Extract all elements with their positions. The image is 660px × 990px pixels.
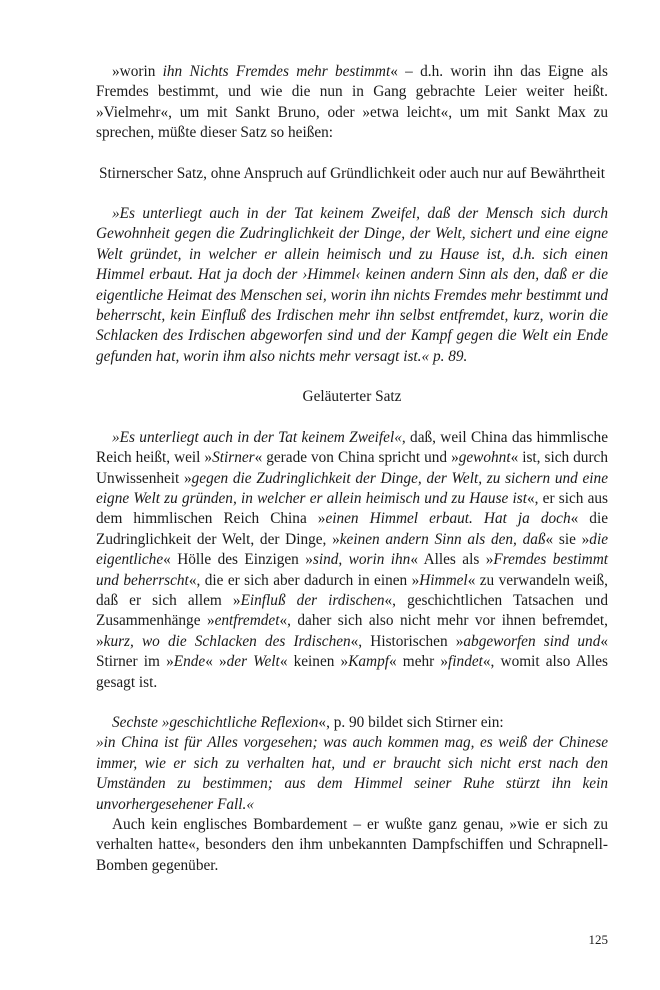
- quote-stirner: [96, 204, 608, 367]
- quote-china: [96, 733, 608, 815]
- emphasis-run: Fremdes bestimmt und beherrscht: [96, 551, 608, 589]
- text-run: «, womit also Alles gesagt ist.: [96, 653, 608, 691]
- quote-text: »Es unterliegt auch in der Tat keinem Zweifel, daß der Mensch sich durch Gewohnheit gegen die Zudringlichkeit der Dinge, der Welt, sichert und eine eigne Welt gründet, in welcher er allein heimisch und zu Hause ist, d.h. sich einen Himmel erbaut. Hat ja doch der ›Himmel‹ keinen andern Sinn als den, daß er die eigentliche Heimat des Menschen sei, worin ihn nichts Fremdes mehr bestimmt und beherrscht, kein Einfluß des Irdischen mehr ihn selbst entfremdet, kurz, worin die Schlacken des Irdischen abgeworfen sind und der Kampf gegen die Welt ein Ende gefunden hat, worin ihm also nichts mehr versagt ist.« p. 89.: [96, 205, 608, 365]
- text-run: « Hölle des Einzigen »: [163, 551, 313, 569]
- text-run: « »: [205, 653, 227, 671]
- text-run: « keinen »: [279, 653, 349, 671]
- page-number: 125: [588, 932, 608, 947]
- emphasis-run: entfremdet: [214, 612, 280, 630]
- text-run: «, die er sich aber dadurch in einen »: [188, 571, 420, 589]
- text-run: « Alles als »: [410, 551, 494, 569]
- emphasis-run: gewohnt: [458, 449, 511, 467]
- text-run: «, geschichtlichen Tatsachen und Zusammenhänge »: [96, 591, 608, 630]
- emphasis-run: Kampf: [348, 653, 389, 671]
- paragraph-intro: [96, 62, 608, 144]
- emphasis-run: »Es unterliegt auch in der Tat keinem Zweifel«: [112, 428, 402, 446]
- text-run: « die Zudringlichkeit der Welt, der Dinge, »: [96, 510, 608, 548]
- emphasis-run: abgeworfen sind und: [463, 632, 601, 650]
- emphasis-run: Sechste »: [112, 713, 170, 731]
- emphasis-run: die eigentliche: [96, 530, 608, 569]
- quote-text: »in China ist für Alles vorgesehen; was auch kommen mag, es weiß der Chinese immer, wie er sich zu verhalten hat, und er braucht sich nicht erst nach den Umständen zu bestimmen; aus dem Himmel seiner Ruhe stürzt ihn kein unvorhergesehener Fall.«: [96, 734, 608, 813]
- text-run: , daß, weil China das himmlische Reich heißt, weil »: [96, 428, 608, 467]
- text-run: « gerade von China spricht und »: [254, 449, 459, 467]
- emphasis-run: sind, worin ihn: [312, 551, 411, 569]
- text-run: « Stirner im »: [96, 632, 608, 671]
- text-run: «, er sich aus dem himmlischen Reich China »: [96, 489, 608, 528]
- emphasis-run: geschichtliche Reflexion: [169, 713, 319, 731]
- paragraph-reflexion: [96, 713, 608, 733]
- paragraph-closing: Auch kein englisches Bombardement – er wußte ganz genau, »wie er sich zu verhalten hatte«, besonders den ihm unbekannten Dampfschiffen und Schrapnell-Bomben gegenüber.: [96, 816, 608, 874]
- emphasis-run: kurz, wo die Schlacken des Irdischen: [103, 632, 351, 650]
- text-run: « – d.h. worin ihn das Eigne als Fremdes bestimmt, und wie die nun in Gang gebrachte Leier weiter heißt. »Vielmehr«, um mit Sankt Bruno, oder »etwa leicht«, um mit Sankt Max zu sprechen, müßte dieser Satz so heißen:: [96, 63, 608, 142]
- section-heading-stirner: Stirnerscher Satz, ohne Anspruch auf Gründlichkeit oder auch nur auf Bewährtheit: [99, 164, 605, 182]
- text-run: « zu verwandeln weiß, daß er sich allem »: [96, 571, 608, 609]
- text-run: »worin: [112, 63, 163, 80]
- emphasis-run: der Welt: [226, 653, 280, 671]
- emphasis-run: einen Himmel erbaut. Hat ja doch: [325, 510, 571, 528]
- emphasis-run: Einfluß der irdischen: [240, 591, 385, 609]
- text-run: « sie »: [545, 530, 590, 548]
- emphasis-run: Stirner: [212, 449, 255, 467]
- page-body: [96, 62, 608, 876]
- quote-refined: [96, 428, 608, 693]
- text-run: « mehr »: [389, 653, 449, 671]
- emphasis-run: Ende: [173, 653, 206, 671]
- emphasis-run: keinen andern Sinn als den, daß: [339, 530, 546, 548]
- text-run: «, Historischen »: [350, 632, 464, 650]
- text-run: «, daher sich also nicht mehr vor ihnen befremdet, »: [96, 612, 608, 650]
- section-heading-refined: Geläuterter Satz: [302, 388, 402, 406]
- emphasis-run: Himmel: [419, 571, 468, 589]
- text-run: « ist, sich durch Unwissenheit »: [96, 449, 608, 487]
- text-run: «, p. 90 bildet sich Stirner ein:: [318, 713, 504, 731]
- emphasis-run: findet: [448, 653, 483, 671]
- emphasis-run: gegen die Zudringlichkeit der Dinge, der Welt, zu sichern und eine eigne Welt zu gründen, in welcher er allein heimisch und zu Hause ist: [96, 469, 608, 507]
- emphasis-run: ihn Nichts Fremdes mehr bestimmt: [162, 63, 391, 80]
